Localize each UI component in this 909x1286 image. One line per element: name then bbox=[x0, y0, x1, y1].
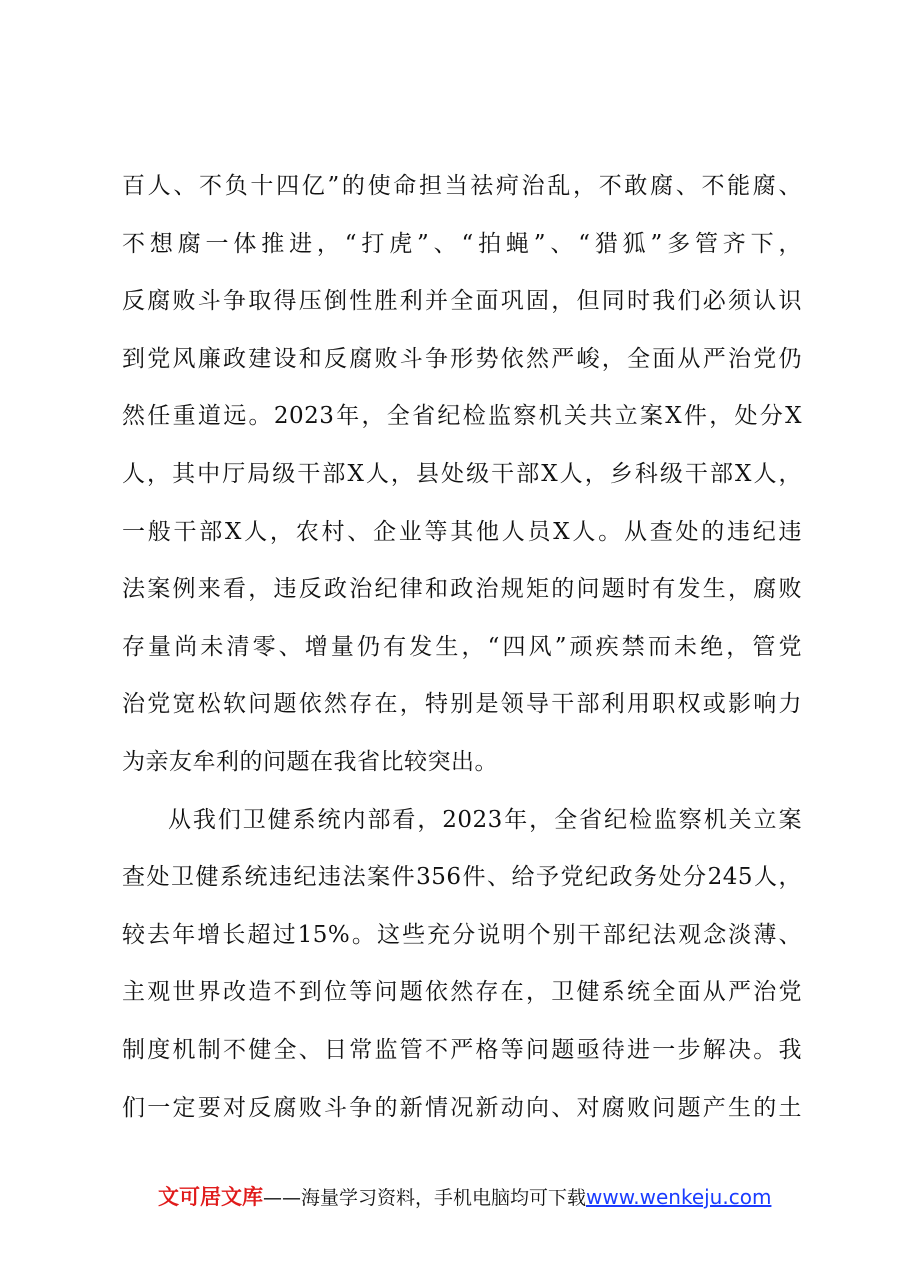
footer-tagline: ——海量学习资料，手机电脑均可下载 bbox=[263, 1187, 587, 1209]
text-line: 法案例来看，违反政治纪律和政治规矩的问题时有发生，腐败 bbox=[122, 576, 802, 603]
text-line: 百人、不负十四亿”的使命担当祛疴治乱，不敢腐、不能腐、 bbox=[122, 173, 802, 199]
body-text bbox=[122, 158, 802, 1137]
footer-website-link[interactable]: www.wenkeju.com bbox=[586, 1185, 772, 1209]
text-line: 人，其中厅局级干部X人，县处级干部X人，乡科级干部X人， bbox=[122, 460, 802, 487]
text-line: 到党风廉政建设和反腐败斗争形势依然严峻，全面从严治党仍 bbox=[122, 345, 802, 372]
text-line: 们一定要对反腐败斗争的新情况新动向、对腐败问题产生的土 bbox=[122, 1094, 802, 1121]
text-line: 然任重道远。2023年，全省纪检监察机关共立案X件，处分X bbox=[122, 403, 802, 430]
text-line: 制度机制不健全、日常监管不严格等问题亟待进一步解决。我 bbox=[122, 1036, 802, 1063]
text-line: 不想腐一体推进，“打虎”、“拍蝇”、“猎狐”多管齐下， bbox=[122, 230, 802, 257]
text-line: 存量尚未清零、增量仍有发生，“四风”顽疾禁而未绝，管党 bbox=[122, 633, 802, 660]
text-line: 治党宽松软问题依然存在，特别是领导干部利用职权或影响力 bbox=[122, 691, 802, 718]
text-line: 主观世界改造不到位等问题依然存在，卫健系统全面从严治党 bbox=[122, 979, 802, 1006]
text-line: 查处卫健系统违纪违法案件356件、给予党纪政务处分245人， bbox=[122, 864, 802, 891]
footer-brand: 文可居文库 bbox=[158, 1185, 263, 1209]
footer-banner bbox=[158, 1182, 798, 1212]
text-line: 反腐败斗争取得压倒性胜利并全面巩固，但同时我们必须认识 bbox=[122, 288, 802, 315]
text-line: 一般干部X人，农村、企业等其他人员X人。从查处的违纪违 bbox=[122, 518, 802, 545]
text-line: 为亲友牟利的问题在我省比较突出。 bbox=[122, 748, 498, 775]
text-line: 从我们卫健系统内部看，2023年，全省纪检监察机关立案 bbox=[168, 806, 802, 833]
text-line: 较去年增长超过15%。这些充分说明个别干部纪法观念淡薄、 bbox=[122, 921, 802, 948]
